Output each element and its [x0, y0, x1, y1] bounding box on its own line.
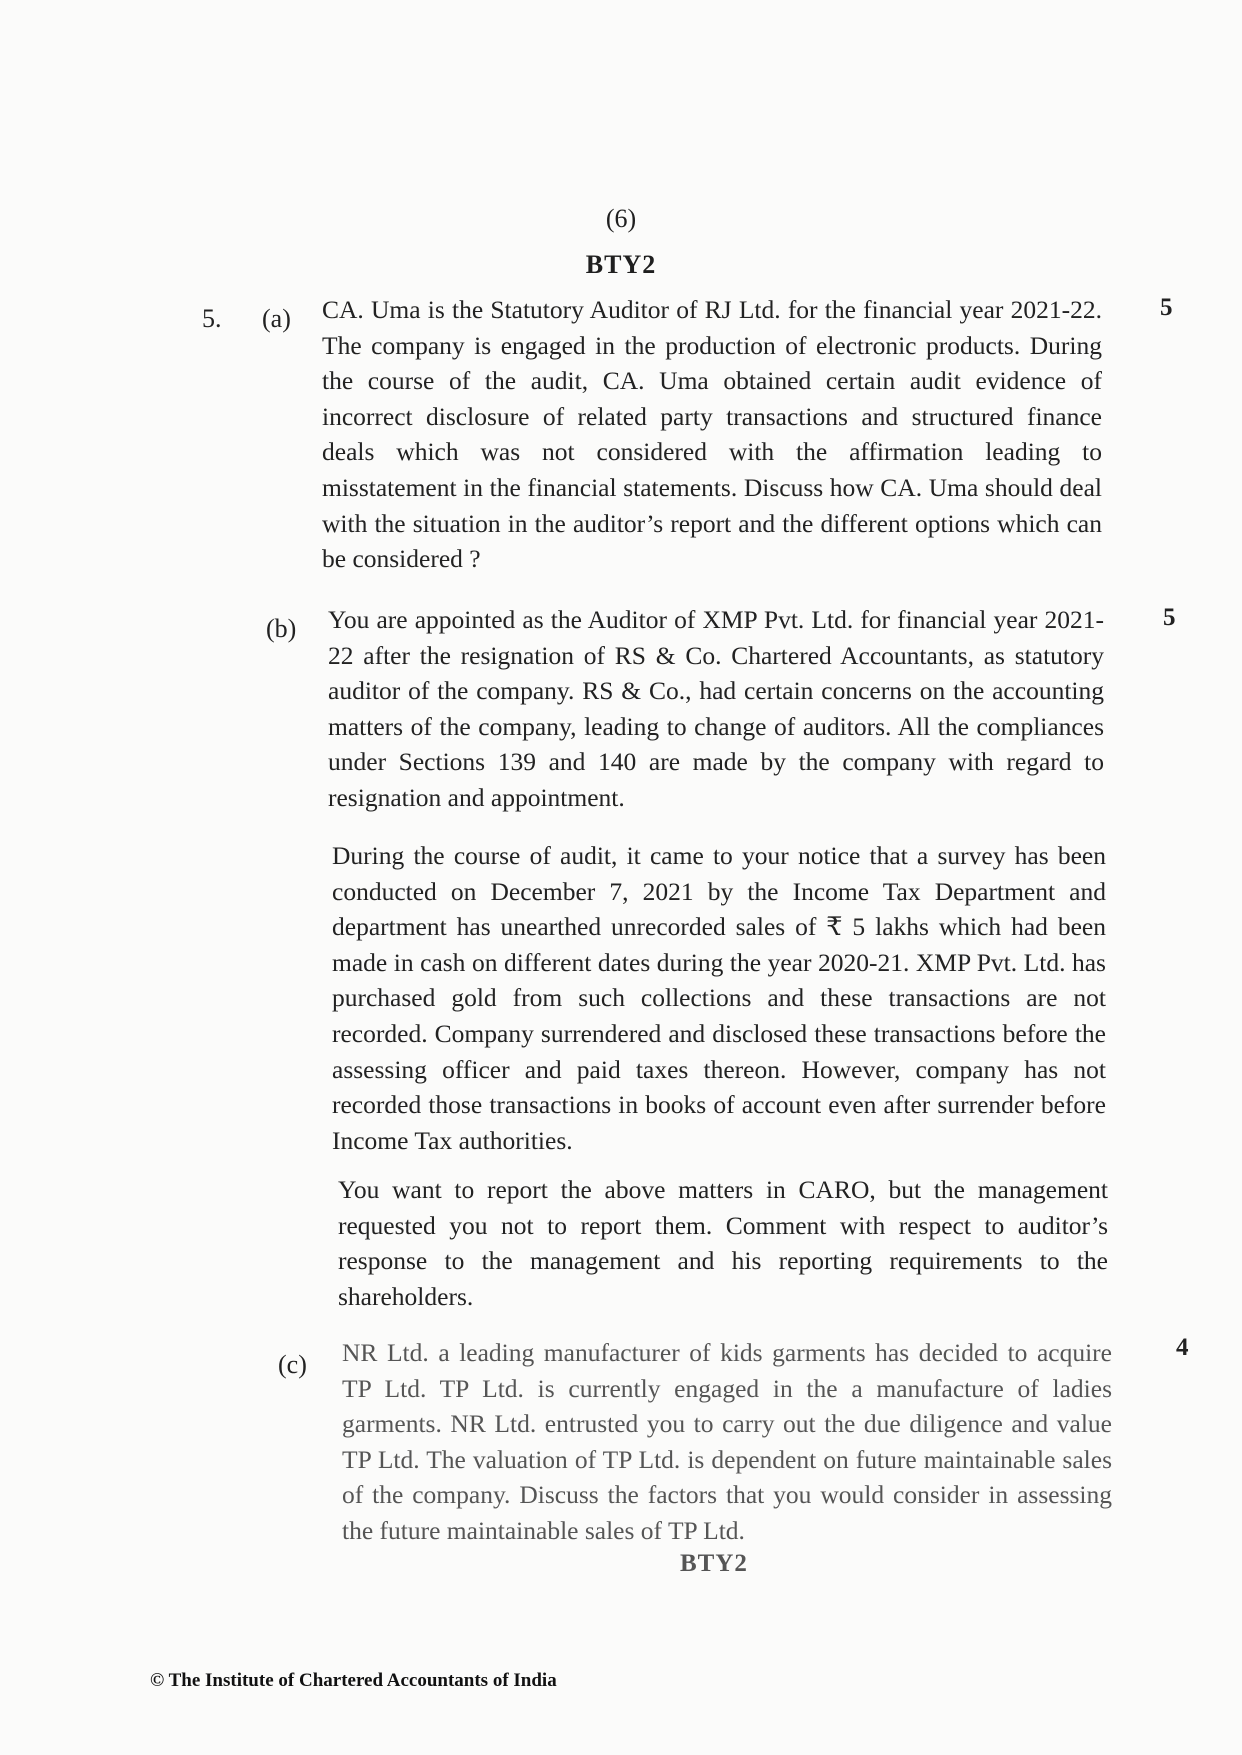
part-b-paragraph-1: You are appointed as the Auditor of XMP Pvt. Ltd. for financial year 2021-22 after the resignation of RS & Co. Chartered Accountants, as statutory auditor of the company. RS & Co., had certain concerns on the accounting matters of the company, leading to change of auditors. All the compliances under Sections 139 and 140 are made by the company with regard to resignation and appointment.: [328, 605, 1104, 812]
paper-code-footer: BTY2: [680, 1550, 748, 1577]
page-number: (6): [605, 204, 637, 233]
part-c-marks: 4: [1176, 1334, 1189, 1361]
part-c-text: NR Ltd. a leading manufacturer of kids garments has decided to acquire TP Ltd. TP Ltd. is currently engaged in the a manufacture of ladies garments. NR Ltd. entrusted you to carry out the due diligence and value TP Ltd. The valuation of TP Ltd. is dependent on future maintainable sales of the company. Discuss the factors that you would consider in assessing the future maintainable sales of TP Ltd.: [342, 1338, 1112, 1545]
part-b-marks: 5: [1163, 604, 1176, 631]
part-a-text: CA. Uma is the Statutory Auditor of RJ Ltd. for the financial year 2021-22. The company is engaged in the production of electronic products. During the course of the audit, CA. Uma obtained certain audit evidence of incorrect disclosure of related party transactions and structured finance deals which was not considered with the affirmation leading to misstatement in the financial statements. Discuss how CA. Uma should deal with the situation in the auditor’s report and the different options which can be considered ?: [322, 295, 1102, 574]
part-c-label: (c): [278, 1350, 307, 1379]
part-b-paragraph-2: During the course of audit, it came to your notice that a survey has been conducted on December 7, 2021 by the Income Tax Department and department has unearthed unrecorded sales of ₹ 5 lakhs which had been made in cash on different dates during the year 2020-21. XMP Pvt. Ltd. has purchased gold from such collections and these transactions are not recorded. Company surrendered and disclosed these transactions before the assessing officer and paid taxes thereon. However, company has not recorded those transactions in books of account even after surrender before Income Tax authorities.: [332, 841, 1106, 1155]
part-a-marks: 5: [1160, 294, 1173, 321]
part-b-paragraph-3: You want to report the above matters in CARO, but the management requested you not to report them. Comment with respect to auditor’s response to the management and his reporting requirements to the shareholders.: [338, 1175, 1108, 1311]
part-a-label: (a): [262, 304, 291, 333]
paper-code-header: BTY2: [585, 250, 657, 279]
part-b-label: (b): [266, 614, 297, 643]
question-number: 5.: [202, 304, 222, 333]
copyright-notice: © The Institute of Chartered Accountants of India: [150, 1670, 557, 1691]
